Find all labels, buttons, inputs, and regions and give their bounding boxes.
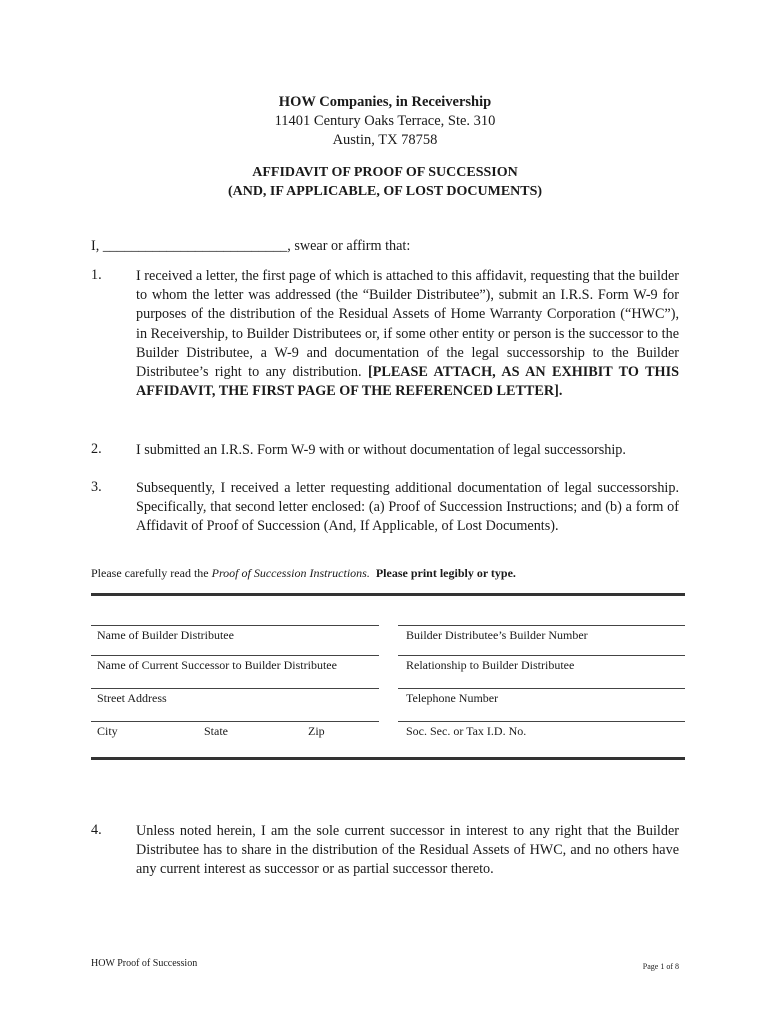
- oath-suffix: , swear or affirm that:: [287, 238, 411, 254]
- paragraph-1-number: 1.: [91, 267, 102, 283]
- tax-id-label: Soc. Sec. or Tax I.D. No.: [406, 724, 527, 738]
- telephone-label: Telephone Number: [406, 691, 499, 705]
- document-title: AFFIDAVIT OF PROOF OF SUCCESSION: [252, 165, 518, 180]
- paragraph-4-number: 4.: [91, 822, 102, 838]
- city-label: City: [97, 724, 118, 738]
- successor-name-line[interactable]: [91, 655, 379, 656]
- zip-label: Zip: [308, 724, 325, 738]
- instruction-italic: Proof of Succession Instructions.: [211, 566, 370, 580]
- paragraph-2-text: I submitted an I.R.S. Form W-9 with or without documentation of legal successorship.: [136, 442, 626, 458]
- document-subtitle: (AND, IF APPLICABLE, OF LOST DOCUMENTS): [227, 184, 543, 199]
- instruction-bold: Please print legibly or type.: [375, 566, 516, 580]
- relationship-line[interactable]: [398, 655, 685, 656]
- successor-name-label: Name of Current Successor to Builder Distributee: [97, 658, 337, 672]
- instruction-line: [91, 566, 516, 581]
- street-address-label: Street Address: [97, 691, 167, 705]
- company-city: Austin, TX 78758: [332, 132, 438, 148]
- paragraph-2-number: 2.: [91, 441, 102, 457]
- paragraph-3-text: Subsequently, I received a letter requesting additional documentation of legal successorship. Specifically, that second letter enclosed: (a) Proof of Succession Instructions; and (b) a form of Affidavit of Proof of Succession (And, If Applicable, of Lost Documents).: [136, 480, 679, 535]
- relationship-label: Relationship to Builder Distributee: [406, 658, 575, 672]
- state-label: State: [204, 724, 228, 738]
- paragraph-3-number: 3.: [91, 479, 102, 495]
- paragraph-4-text: Unless noted herein, I am the sole current successor in interest to any right that the Builder Distributee has to share in the distribution of the Residual Assets of HWC, and no others have any current interest as successor or as partial successor thereto.: [136, 823, 679, 878]
- oath-prefix: I,: [91, 238, 100, 254]
- paragraph-1: [136, 267, 679, 401]
- telephone-line[interactable]: [398, 688, 685, 689]
- footer-page-number: Page 1 of 8: [642, 962, 679, 971]
- tax-id-line[interactable]: [398, 721, 685, 722]
- street-address-line[interactable]: [91, 688, 379, 689]
- company-address: 11401 Century Oaks Terrace, Ste. 310: [274, 113, 496, 129]
- affiant-name-blank[interactable]: __________________________: [102, 238, 288, 254]
- instruction-prefix: Please carefully read the: [91, 566, 212, 580]
- city-state-zip-line[interactable]: [91, 721, 379, 722]
- company-name: HOW Companies, in Receivership: [278, 94, 492, 110]
- footer-document-name: HOW Proof of Succession: [91, 958, 198, 969]
- form-bottom-rule: [91, 757, 685, 760]
- builder-name-line[interactable]: [91, 625, 379, 626]
- oath-line: [91, 238, 410, 255]
- builder-number-line[interactable]: [398, 625, 685, 626]
- form-top-rule: [91, 593, 685, 596]
- paragraph-1-attach-instruction: [PLEASE ATTACH, AS AN EXHIBIT TO THIS AFFIDAVIT, THE FIRST PAGE OF THE REFERENCED LETTER].: [136, 364, 679, 400]
- builder-number-label: Builder Distributee’s Builder Number: [406, 628, 588, 642]
- paragraph-1-text: I received a letter, the first page of which is attached to this affidavit, requesting that the builder to whom the letter was addressed (the “Builder Distributee”), submit an I.R.S. Form W-9 for purposes of the distribution of the Residual Assets of Home Warranty Corporation (“HWC”), in Receivership, to Builder Distributees or, if some other entity or person is the successor to the Builder Distributee, a W-9 and documentation of the legal successorship to the Builder Distributee’s right to any distribution.: [136, 268, 679, 381]
- builder-name-label: Name of Builder Distributee: [97, 628, 234, 642]
